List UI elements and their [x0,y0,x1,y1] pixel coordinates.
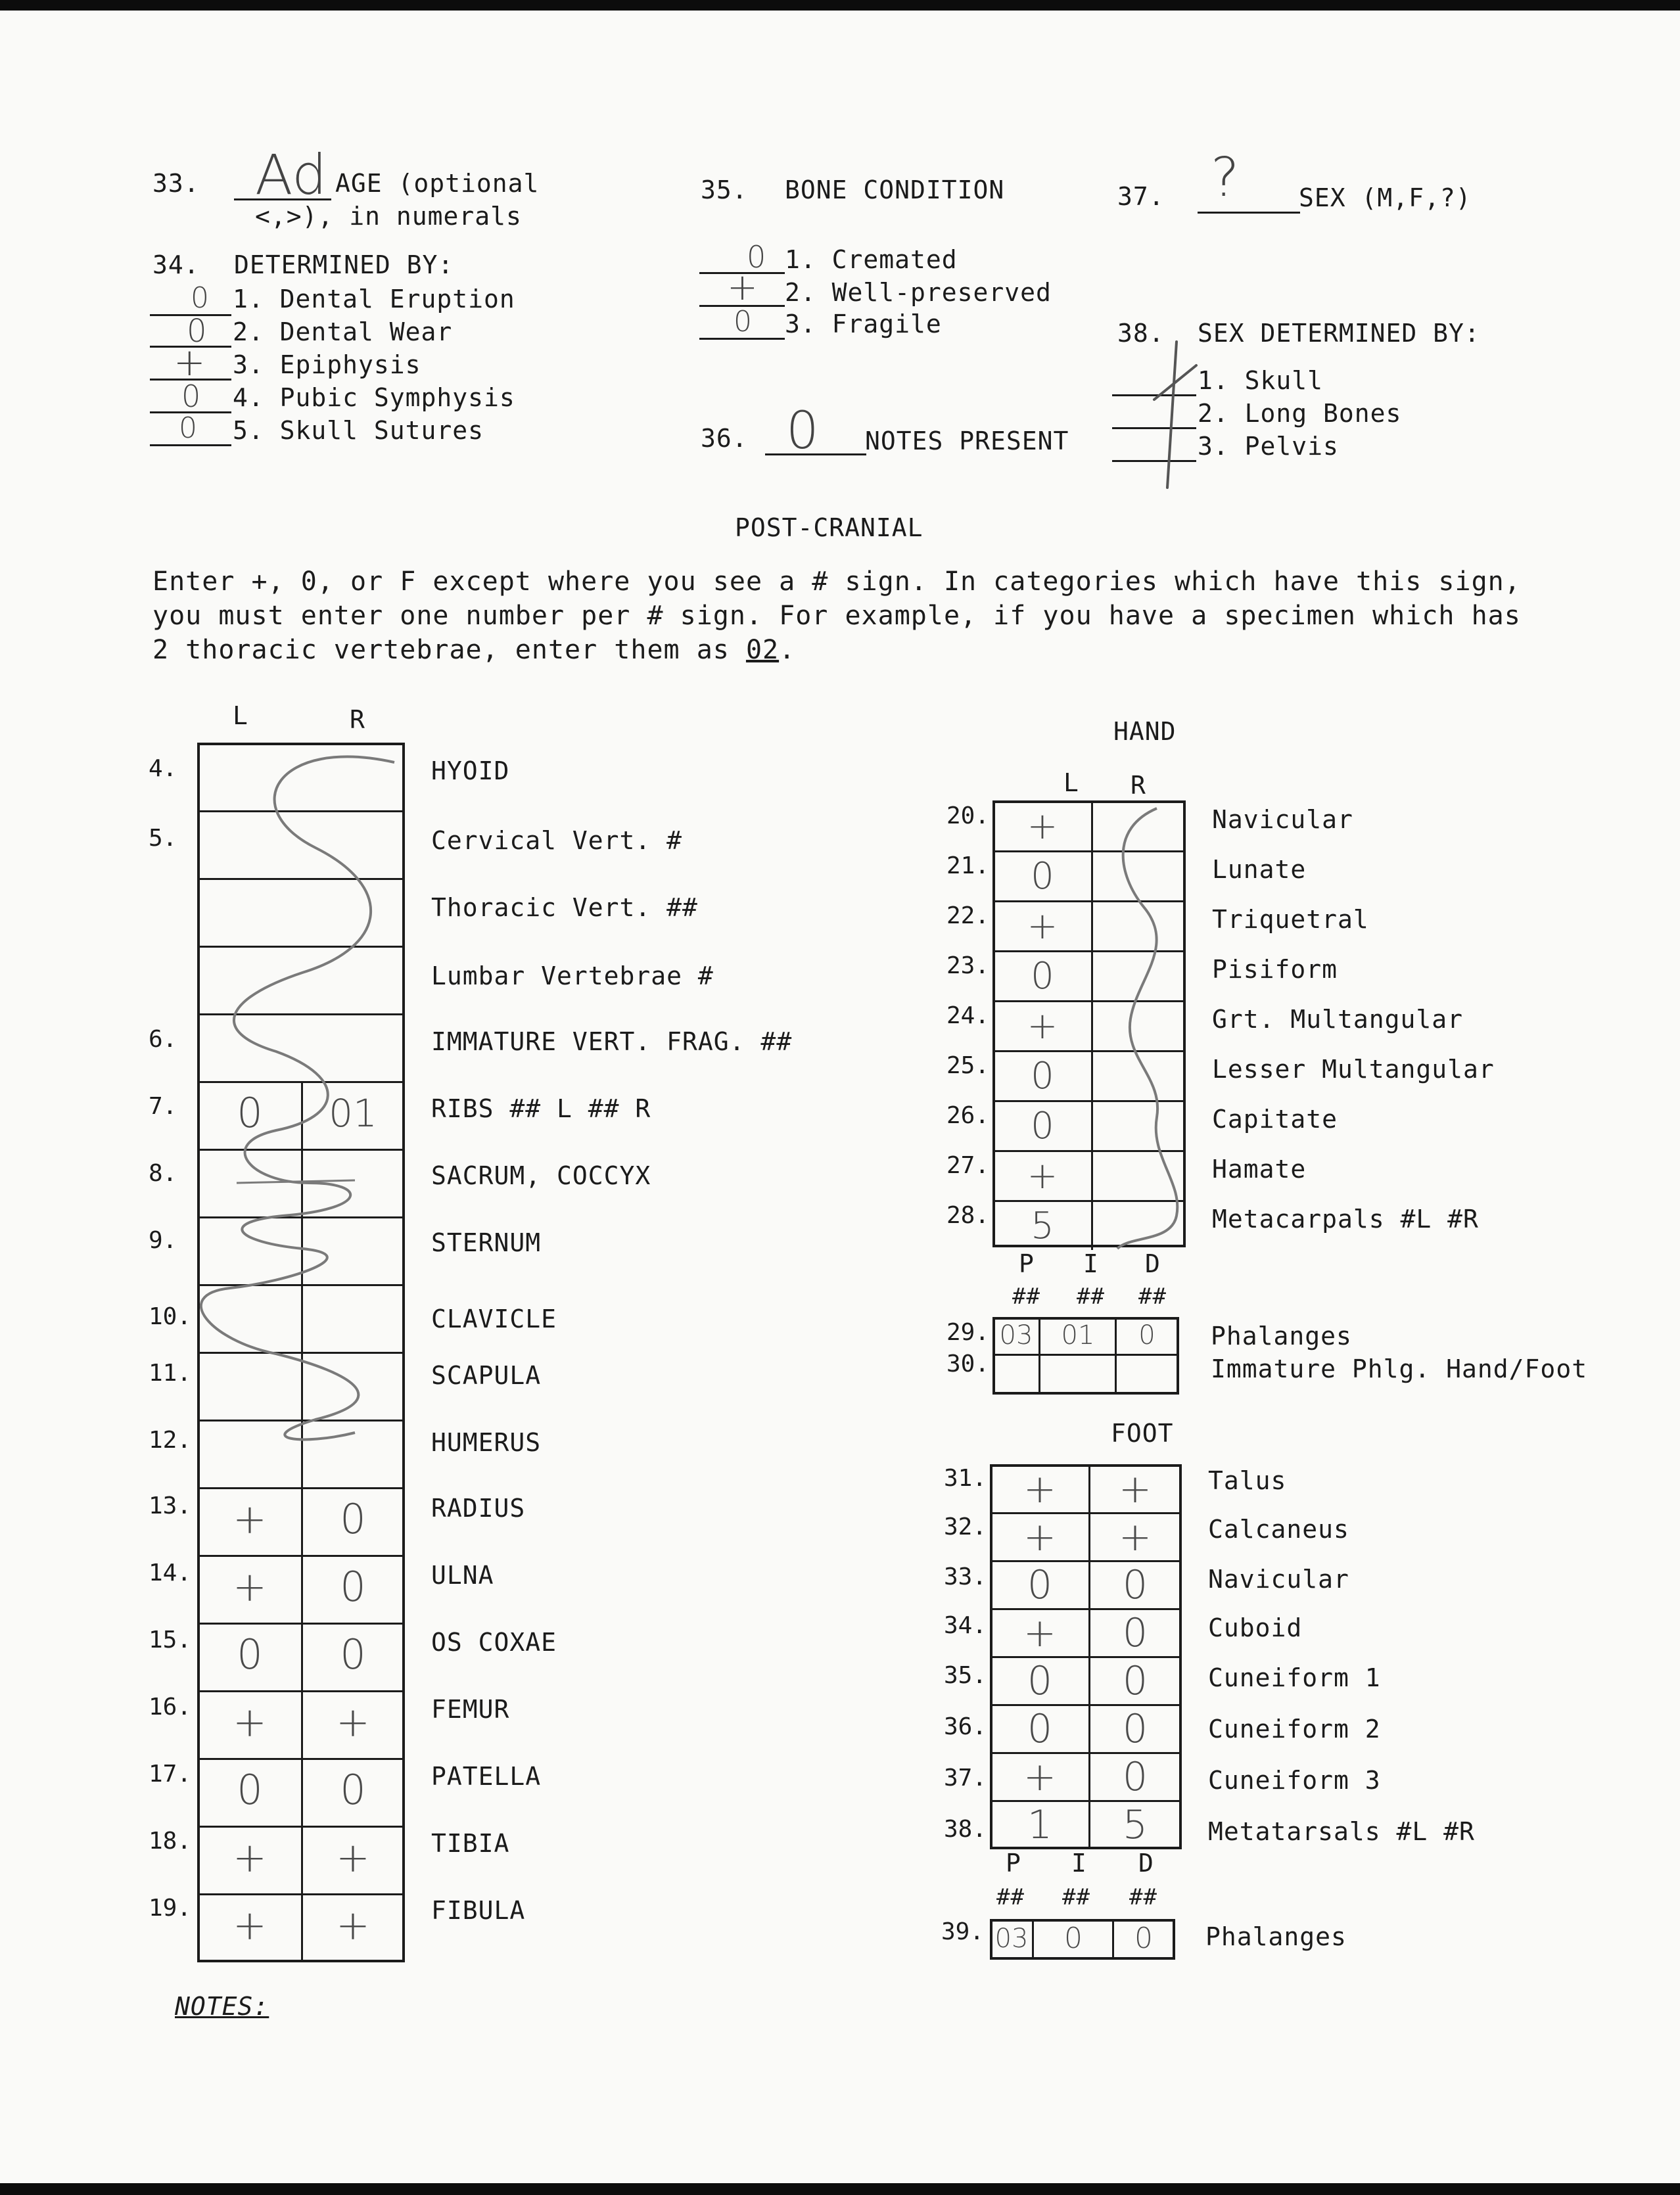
hand-row-number: 23. [946,952,990,979]
q34-opt4-mark: 0 [181,379,201,414]
left-row-number: 10. [149,1303,192,1330]
hand-phalanges-divider [1115,1317,1117,1395]
foot-row-number: 32. [944,1513,987,1540]
instructions-line3-end: . [779,635,796,665]
left-row-label: HUMERUS [431,1428,542,1457]
left-row-number: 16. [149,1694,192,1721]
q36-handwritten-value: 0 [786,402,819,461]
q34-opt1-label: 1. Dental Eruption [233,285,515,313]
q34-number: 34. [152,250,200,279]
foot-table-row-line [990,1800,1182,1802]
left-row-number: 19. [149,1895,192,1922]
q38-opt3-blank[interactable] [1112,460,1196,462]
hand-title: HAND [1113,717,1177,746]
q34-opt2-label: 2. Dental Wear [233,317,453,346]
hand-row-number: 25. [946,1052,990,1079]
q35-opt3-mark: 0 [734,305,752,338]
q35-opt2-mark: + [727,266,758,309]
q34-opt3-mark: + [174,340,206,384]
hand-table-row-line [992,850,1186,852]
left-row-number: 8. [149,1160,177,1187]
foot-row-number: 36. [944,1713,987,1740]
q37-label: SEX (M,F,?) [1299,183,1472,212]
foot-row-cell-R[interactable]: 0 [1122,1562,1148,1608]
foot-table-row-line [990,1656,1182,1658]
foot-row-label: Navicular [1208,1565,1349,1594]
immature-phalanges-label: Immature Phlg. Hand/Foot [1211,1354,1588,1383]
left-table-col-divider [301,1352,303,1420]
left-table-col-divider [301,1690,303,1758]
hand-row-cell-L[interactable]: 5 [1031,1205,1054,1247]
q38-opt2-blank[interactable] [1112,427,1196,429]
foot-table-row-line [990,1752,1182,1754]
hand-row-cell-L[interactable]: + [1027,1155,1058,1197]
left-row-cell-R[interactable]: 0 [340,1766,366,1814]
left-row-label: OS COXAE [431,1628,557,1657]
hand-row-cell-L[interactable]: 0 [1031,1105,1054,1147]
foot-row-number: 31. [944,1465,987,1492]
q38-number: 38. [1117,319,1165,348]
q34-opt5-label: 5. Skull Sutures [233,416,484,445]
foot-table-col-divider [1088,1704,1090,1752]
q35-opt3-label: 3. Fragile [785,310,942,338]
hand-row-number: 28. [946,1202,990,1229]
q35-opt1-mark: 0 [747,239,766,275]
left-row-number: 13. [149,1492,192,1519]
left-row-cell-R[interactable]: 01 [329,1091,377,1136]
hand-phalanges-divider [1038,1317,1040,1395]
foot-row-number: 34. [944,1612,987,1639]
left-row-number: 5. [149,825,177,852]
left-table-col-divider [301,1149,303,1216]
left-table-row-line [197,946,405,948]
left-row-label: Thoracic Vert. ## [431,893,698,922]
foot-row-number: 33. [944,1563,987,1590]
hand-row-label: Grt. Multangular [1212,1005,1464,1034]
q38-opt1-blank[interactable] [1112,394,1196,396]
hand-row-label: Hamate [1212,1155,1307,1184]
left-table-col-divider [301,1826,303,1893]
left-table-col-divider [301,1758,303,1826]
left-row-label: IMMATURE VERT. FRAG. ## [431,1027,793,1056]
immature-phalanges-number: 30. [946,1351,990,1377]
scan-edge-bottom [0,2183,1680,2195]
hand-pid-label-I: I [1083,1249,1099,1278]
scan-edge-top [0,0,1680,11]
foot-row-cell-L[interactable]: 0 [1027,1706,1053,1752]
left-table-col-divider [301,1284,303,1352]
q33-label-line2: <,>), in numerals [255,202,522,231]
foot-row-number: 37. [944,1765,987,1791]
foot-row-cell-R[interactable]: 0 [1122,1706,1148,1752]
hand-phalanges-cell-P[interactable]: 03 [999,1320,1033,1351]
left-table-col-divider [301,1555,303,1623]
left-row-number: 11. [149,1360,192,1387]
left-row-cell-L[interactable]: + [233,1698,267,1746]
q34-opt4-label: 4. Pubic Symphysis [233,383,515,412]
q37-handwritten-value: ? [1211,147,1240,209]
foot-phalanges-cell-I[interactable]: 0 [1064,1922,1083,1955]
hand-phalanges-row-line [992,1354,1179,1356]
hand-table-row-line [992,1100,1186,1102]
hand-row-label: Metacarpals #L #R [1212,1205,1479,1234]
foot-row-label: Cuneiform 3 [1208,1766,1381,1795]
left-row-cell-L[interactable]: 0 [237,1766,263,1814]
hand-phalanges-cell-I[interactable]: 01 [1061,1320,1095,1351]
q36-label: NOTES PRESENT [865,427,1069,455]
foot-pid-label-I: I [1071,1849,1087,1878]
left-row-number: 14. [149,1560,192,1586]
foot-row-label: Calcaneus [1208,1515,1349,1544]
left-row-cell-L[interactable]: + [233,1901,267,1949]
left-row-number: 15. [149,1627,192,1653]
q35-label: BONE CONDITION [785,175,1005,204]
q34-label: DETERMINED BY: [234,250,454,279]
hand-row-label: Capitate [1212,1105,1338,1134]
left-row-cell-L[interactable]: + [233,1495,267,1543]
left-table-row-line [197,1013,405,1015]
foot-table-row-line [990,1608,1182,1610]
foot-row-cell-R[interactable]: 0 [1122,1610,1148,1656]
hand-pid-hash-marks: ## [1012,1283,1040,1310]
left-row-cell-R[interactable]: + [336,1698,370,1746]
foot-table-col-divider [1088,1464,1090,1512]
foot-phalanges-label: Phalanges [1205,1922,1347,1951]
q34-opt2-mark: 0 [187,313,207,350]
foot-pid-hash-marks: ## [996,1884,1025,1910]
left-row-cell-L[interactable]: 0 [237,1630,263,1678]
left-row-label: SCAPULA [431,1361,542,1390]
left-row-cell-L[interactable]: + [233,1834,267,1882]
hand-table-row-line [992,950,1186,952]
left-table-row-line [197,878,405,880]
foot-phalanges-number: 39. [941,1918,985,1945]
foot-row-cell-L[interactable]: + [1023,1466,1057,1512]
q37-number: 37. [1117,182,1165,211]
foot-table-col-divider [1088,1800,1090,1848]
instructions-line3 [152,635,795,665]
q34-opt5-mark: 0 [179,411,197,445]
left-row-number: 9. [149,1227,177,1254]
hand-table-row-line [992,1150,1186,1152]
left-row-cell-L[interactable]: 0 [237,1089,263,1137]
hand-table-col-divider [1091,1200,1093,1250]
hand-table-col-divider [1091,1100,1093,1150]
foot-table-col-divider [1088,1512,1090,1560]
left-row-label: Lumbar Vertebrae # [431,961,714,990]
hand-row-number: 22. [946,902,990,929]
foot-row-label: Cuneiform 1 [1208,1663,1381,1692]
q38-opt3-label: 3. Pelvis [1198,432,1339,461]
foot-row-label: Talus [1208,1466,1287,1495]
left-row-number: 18. [149,1828,192,1855]
left-row-label: HYOID [431,756,510,785]
hand-row-label: Lunate [1212,855,1307,884]
foot-row-cell-L[interactable]: + [1023,1514,1057,1560]
left-row-number: 12. [149,1427,192,1454]
hand-row-label: Triquetral [1212,905,1369,934]
hand-row-number: 20. [946,802,990,829]
hand-pid-label-D: D [1145,1249,1161,1278]
foot-table-row-line [990,1512,1182,1514]
left-row-cell-R[interactable]: 0 [340,1495,366,1543]
q38-opt1-label: 1. Skull [1198,366,1324,395]
hand-table-col-divider [1091,850,1093,900]
foot-row-cell-L[interactable]: 0 [1027,1562,1053,1608]
hand-row-number: 24. [946,1002,990,1029]
left-row-label: CLAVICLE [431,1305,557,1333]
foot-row-cell-L[interactable]: 1 [1027,1802,1053,1848]
hand-col-L: L [1063,768,1079,797]
foot-row-label: Cuboid [1208,1613,1303,1642]
foot-title: FOOT [1111,1419,1174,1448]
foot-table-row-line [990,1704,1182,1706]
hand-col-R: R [1131,771,1146,800]
post-cranial-title: POST-CRANIAL [735,513,923,542]
hand-table-col-divider [1091,1150,1093,1200]
hand-phalanges-number: 29. [946,1319,990,1346]
hand-pid-hash-marks: ## [1077,1283,1105,1310]
foot-phalanges-cell-P[interactable]: 03 [994,1924,1029,1954]
left-row-number: 4. [149,755,177,782]
hand-pid-hash-marks: ## [1138,1283,1167,1310]
left-row-label: FEMUR [431,1695,510,1724]
left-row-cell-L[interactable]: + [233,1563,267,1611]
hand-row-label: Navicular [1212,805,1353,834]
left-row-label: TIBIA [431,1829,510,1858]
left-row-label: PATELLA [431,1762,542,1791]
hand-row-label: Pisiform [1212,955,1338,984]
q38-label: SEX DETERMINED BY: [1198,319,1480,348]
left-row-cell-R[interactable]: 0 [340,1630,366,1678]
hand-phalanges-cell-D[interactable]: 0 [1138,1320,1155,1351]
q33-label-line1: AGE (optional [335,169,540,198]
hand-row-number: 27. [946,1152,990,1179]
left-table-row-line [197,810,405,812]
left-table-col-L: L [233,701,248,730]
hand-table-col-divider [1091,1050,1093,1100]
hand-table-row-line [992,1050,1186,1052]
foot-row-cell-R[interactable]: + [1118,1514,1152,1560]
foot-pid-hash-marks: ## [1129,1884,1157,1910]
foot-phalanges-cell-D[interactable]: 0 [1134,1922,1153,1955]
foot-phalanges-divider [1112,1919,1114,1960]
q34-opt3-label: 3. Epiphysis [233,350,421,379]
hand-table-row-line [992,1000,1186,1002]
left-table-col-divider [301,1623,303,1690]
foot-pid-hash-marks: ## [1062,1884,1090,1910]
left-table-col-divider [301,1081,303,1149]
hand-row-number: 26. [946,1102,990,1129]
left-row-cell-R[interactable]: + [336,1834,370,1882]
hand-table-col-divider [1091,900,1093,950]
left-table-col-divider [301,1216,303,1284]
hand-row-number: 21. [946,852,990,879]
foot-pid-label-D: D [1138,1849,1154,1878]
foot-table-row-line [990,1560,1182,1562]
foot-row-cell-L[interactable]: 0 [1027,1658,1053,1704]
foot-table-col-divider [1088,1656,1090,1704]
left-row-label: STERNUM [431,1228,542,1257]
foot-row-cell-R[interactable]: 0 [1122,1658,1148,1704]
q34-opt1-mark: 0 [191,281,209,315]
left-row-label: FIBULA [431,1896,526,1925]
hand-row-cell-L[interactable]: + [1027,905,1058,948]
q37-blank[interactable] [1198,212,1300,214]
left-table-col-divider [301,1420,303,1487]
hand-phalanges-label: Phalanges [1211,1322,1352,1351]
left-table-col-divider [301,1893,303,1961]
left-row-label: RADIUS [431,1494,526,1523]
instructions-line2: you must enter one number per # sign. For example, if you have a specimen which has [152,601,1521,631]
left-row-number: 6. [149,1026,177,1053]
hand-table-row-line [992,1200,1186,1202]
q33-handwritten-value: Ad [255,143,327,207]
left-row-number: 17. [149,1761,192,1788]
foot-row-label: Cuneiform 2 [1208,1715,1381,1744]
left-row-cell-R[interactable]: 0 [340,1563,366,1611]
hand-table-row-line [992,900,1186,902]
foot-row-cell-L[interactable]: + [1023,1610,1057,1656]
left-row-label: SACRUM, COCCYX [431,1161,651,1190]
left-table-col-divider [301,1487,303,1555]
q35-opt2-label: 2. Well-preserved [785,278,1052,307]
hand-row-cell-L[interactable]: + [1027,1005,1058,1048]
hand-row-cell-L[interactable]: 0 [1031,1055,1054,1098]
instructions-example-value: 02 [745,635,780,665]
q35-number: 35. [701,175,748,204]
foot-row-cell-L[interactable]: + [1023,1754,1057,1800]
foot-row-number: 35. [944,1662,987,1689]
hand-table-col-divider [1091,800,1093,850]
foot-phalanges-divider [1032,1919,1034,1960]
q36-number: 36. [701,424,748,453]
left-row-label: ULNA [431,1561,494,1590]
instructions-line1: Enter +, 0, or F except where you see a # sign. In categories which have this sign, [152,566,1521,597]
foot-row-number: 38. [944,1816,987,1843]
foot-row-cell-R[interactable]: + [1118,1466,1152,1512]
left-row-label: RIBS ## L ## R [431,1094,651,1123]
hand-pid-label-P: P [1019,1249,1035,1278]
foot-row-cell-R[interactable]: 0 [1122,1754,1148,1800]
foot-table-col-divider [1088,1560,1090,1608]
instructions-line3-text: 2 thoracic vertebrae, enter them as [152,635,746,665]
hand-row-cell-L[interactable]: 0 [1031,955,1054,998]
foot-table-col-divider [1088,1752,1090,1800]
left-row-cell-R[interactable]: + [336,1901,370,1949]
foot-row-label: Metatarsals #L #R [1208,1817,1475,1846]
hand-table-col-divider [1091,1000,1093,1050]
foot-table-col-divider [1088,1608,1090,1656]
notes-label: NOTES: [175,1992,269,2021]
q33-number: 33. [152,169,200,198]
hand-table-col-divider [1091,950,1093,1000]
left-table-col-R: R [350,705,365,734]
foot-pid-label-P: P [1006,1849,1021,1878]
hand-row-label: Lesser Multangular [1212,1055,1495,1084]
q35-opt1-label: 1. Cremated [785,245,958,274]
hand-row-cell-L[interactable]: + [1027,805,1058,848]
q38-opt2-label: 2. Long Bones [1198,399,1402,428]
left-row-number: 7. [149,1093,177,1120]
foot-row-cell-R[interactable]: 5 [1122,1802,1148,1848]
left-row-label: Cervical Vert. # [431,826,683,855]
hand-row-cell-L[interactable]: 0 [1031,855,1054,898]
